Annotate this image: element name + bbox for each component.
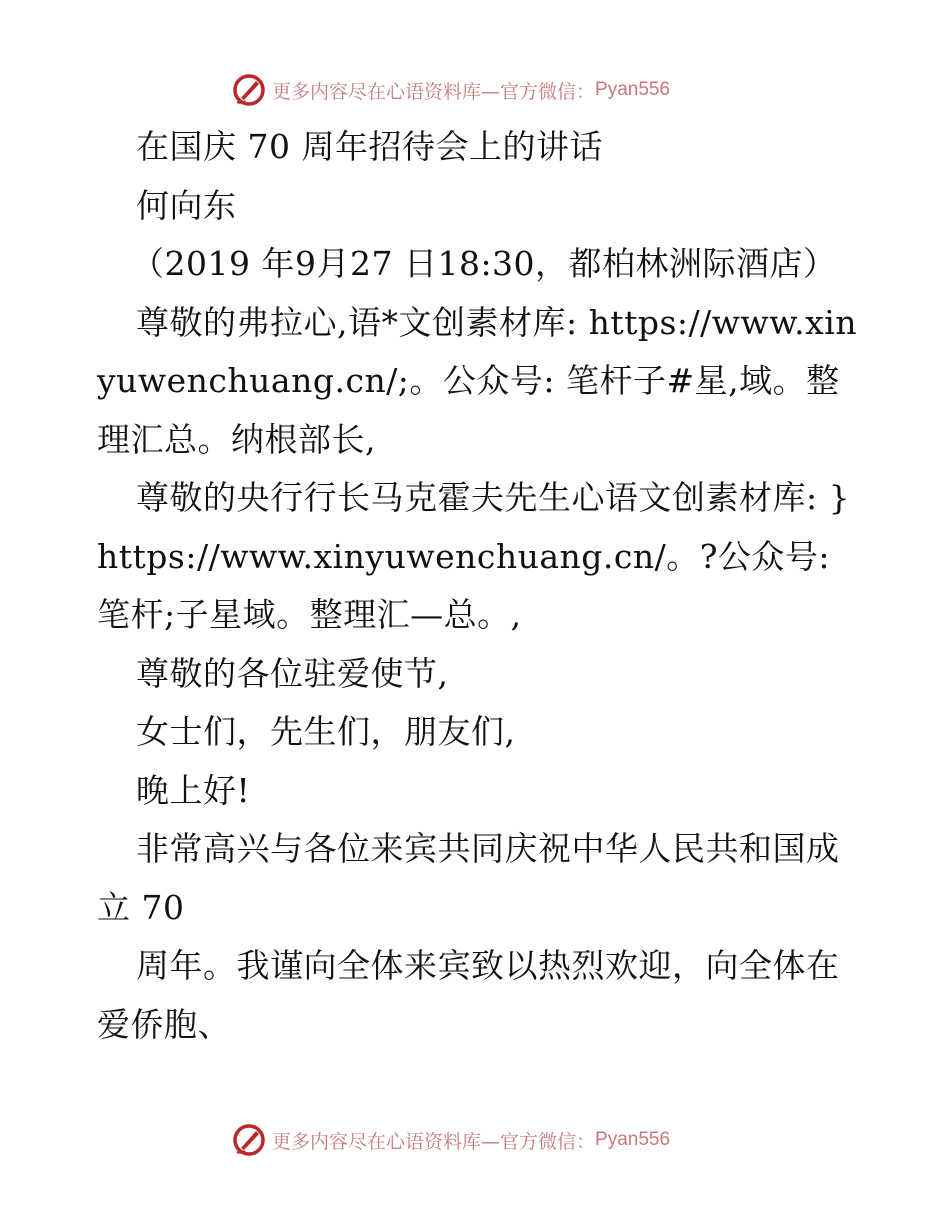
paragraph: 尊敬的各位驻爱使节, xyxy=(136,653,449,693)
document-author: 何向东 xyxy=(136,185,237,225)
footer-banner xyxy=(232,1120,670,1160)
seal-logo-icon xyxy=(232,73,266,107)
seal-logo-icon xyxy=(232,1123,266,1157)
paragraph: 周年。我谨向全体来宾致以热烈欢迎，向全体在爱侨胞、 xyxy=(97,946,840,1044)
paragraph: 女士们，先生们，朋友们, xyxy=(136,712,516,751)
header-banner xyxy=(232,70,670,110)
document-body xyxy=(97,118,867,1054)
document-dateline: （2019 年9月27 日18:30，都柏林洲际酒店） xyxy=(131,244,837,283)
banner-text: 更多内容尽在心语资料库—官方微信： xyxy=(272,1130,596,1153)
banner-text: 更多内容尽在心语资料库—官方微信： xyxy=(272,80,596,103)
paragraph: 晚上好! xyxy=(136,770,251,810)
paragraph: 尊敬的央行行长马克霍夫先生心语文创素材库: }https://www.xinyuwenchuang.cn/。?公众号: 笔杆;子星域。整理汇—总。, xyxy=(97,478,851,634)
document-title: 在国庆 70 周年招待会上的讲话 xyxy=(136,127,603,166)
wechat-handle: Pyan556 xyxy=(595,79,671,100)
wechat-handle: Pyan556 xyxy=(595,1129,671,1150)
paragraph: 非常高兴与各位来宾共同庆祝中华人民共和国成立 70 xyxy=(97,829,840,927)
paragraph: 尊敬的弗拉心,语*文创素材库: https://www.xinyuwenchuang.cn/;。公众号: 笔杆子#星,域。整理汇总。纳根部长, xyxy=(97,302,858,459)
